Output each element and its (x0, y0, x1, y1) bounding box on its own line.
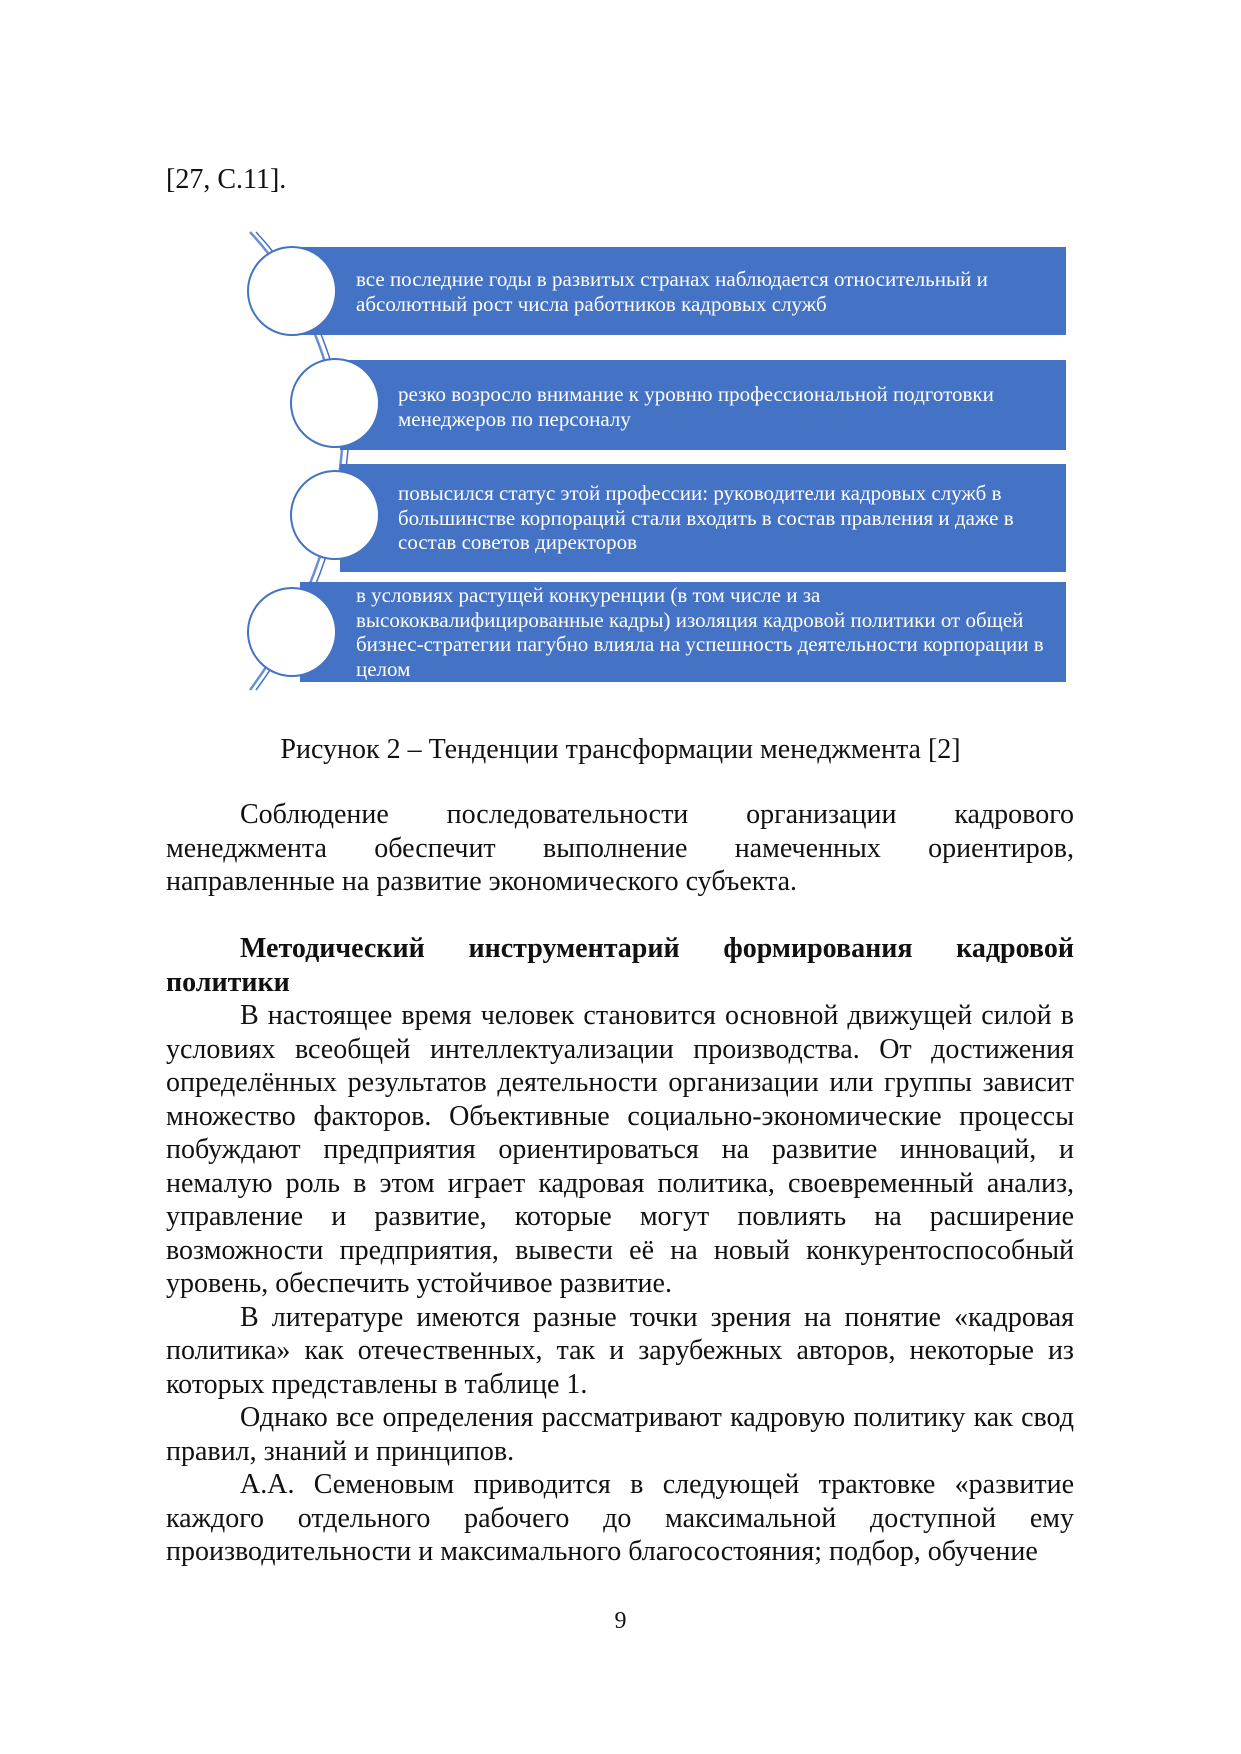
top-reference: [27, С.11]. (166, 164, 287, 195)
trend-text-2: резко возросло внимание к уровню профессиональной подготовки менеджеров по персоналу (398, 382, 994, 431)
trend-band-3 (340, 464, 1066, 572)
figure-caption: Рисунок 2 – Тенденции трансформации менеджмента [2] (280, 734, 961, 765)
trend-text-3: повысился статус этой профессии: руководители кадровых служб в большинстве корпораций стали входить в состав правления и даже в состав советов директоров (398, 481, 1014, 554)
text-block-1 (166, 798, 1074, 899)
section-heading: Методический инструментарий формирования кадровой политики (166, 933, 1074, 998)
trend-text-4: в условиях растущей конкуренции (в том числе и за высококвалифицированные кадры) изоляция кадровой политики от общей бизнес-стратегии пагубно влияла на успешность деятельности корпорации в целом (356, 583, 1044, 681)
paragraph-intro: В настоящее время человек становится основной движущей силой в условиях всеобщей интеллектуализации производства. От достижения определённых результатов деятельности организации или группы зависит множество факторов. Объективные социально-экономические процессы побуждают предприятия ориентироваться на развитие инноваций, и немалую роль в этом играет кадровая политика, своевременный анализ, управление и развитие, которые могут повлиять на расширение возможности предприятия, вывести её на новый конкурентоспособный уровень, обеспечить устойчивое развитие. (166, 1000, 1074, 1299)
trend-band-4 (300, 582, 1066, 682)
trend-text-1: все последние годы в развитых странах наблюдается относительный и абсолютный рост числа работников кадровых служб (356, 267, 988, 316)
paragraph-literature: В литературе имеются разные точки зрения на понятие «кадровая политика» как отечественных, так и зарубежных авторов, некоторые из которых представлены в таблице 1. (166, 1301, 1074, 1400)
diagram-arc-lines (0, 0, 1241, 720)
trend-band-1 (300, 247, 1066, 335)
paragraph-definitions: Однако все определения рассматривают кадровую политику как свод правил, знаний и принципов. (166, 1402, 1074, 1467)
trend-circle-1 (247, 246, 337, 336)
trend-band-2 (340, 360, 1066, 450)
trend-circle-4 (247, 587, 337, 677)
trends-diagram (0, 0, 1241, 720)
text-block-2 (166, 932, 1074, 1569)
page-number: 9 (614, 1608, 627, 1634)
paragraph-semenov: А.А. Семеновым приводится в следующей трактовке «развитие каждого отдельного рабочего до максимальной доступной ему производительности и максимального благосостояния; подбор, обучение (166, 1469, 1074, 1567)
trend-circle-2 (290, 358, 380, 448)
paragraph-sequence: Соблюдение последовательности организации кадрового менеджмента обеспечит выполнение намеченных ориентиров, направленные на развитие экономического субъекта. (166, 799, 1074, 897)
trend-circle-3 (290, 470, 380, 560)
